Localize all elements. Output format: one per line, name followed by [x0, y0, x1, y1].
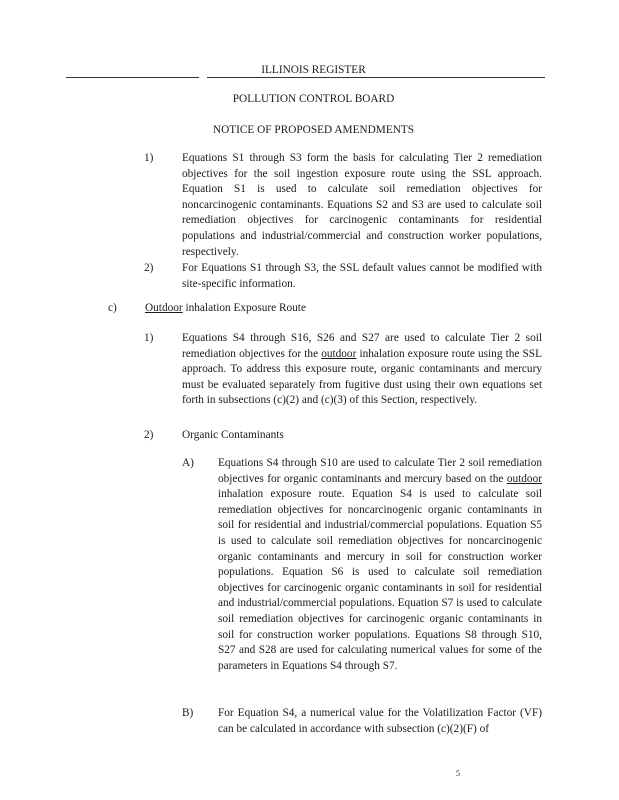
c-item-2-title: Organic Contaminants: [182, 429, 284, 441]
c-item-1-label: 1): [144, 332, 154, 344]
subsection-c-label: c): [108, 302, 117, 314]
subitem-A-label: A): [182, 457, 194, 469]
notice-title: NOTICE OF PROPOSED AMENDMENTS: [212, 124, 415, 136]
c-item-1-text-underlined: outdoor: [321, 347, 357, 360]
subitem-A-text-a: Equations S4 through S10 are used to calculate Tier 2 soil remediation objectives for organic contaminants and mercury based on the: [218, 457, 542, 485]
page-number: 5: [456, 769, 460, 778]
item-2-label: 2): [144, 262, 154, 274]
subitem-A-text-b: inhalation exposure route. Equation S4 is used to calculate soil remediation objectives for noncarcinogenic organic contaminants in soil for residential and industrial/commercial populations. Equation S5 is used to calculate soil remediation objectives for noncarcinogenic organic contaminants and mercury in soil for construction worker populations. Equation S6 is used to calculate soil remediation objectives for carcinogenic organic contaminants in soil for residential and industrial/commercial populations. Equation S7 is used to calculate soil remediation objectives for carcinogenic organic contaminants in soil for construction worker populations. Equations S8 through S10, S27 and S28 are used for calculating numerical values for some of the parameters in Equations S4 through S7.: [218, 488, 542, 672]
c-item-2-label: 2): [144, 429, 154, 441]
board-name: POLLUTION CONTROL BOARD: [232, 93, 395, 105]
item-1-label: 1): [144, 152, 154, 164]
subitem-A-text: [218, 456, 542, 674]
subsection-c-title-underlined: Outdoor: [145, 302, 183, 314]
subitem-B-label: B): [182, 707, 194, 719]
subitem-B-text: For Equation S4, a numerical value for the Volatilization Factor (VF) can be calculated in accordance with subsection (c)(2)(F) of: [218, 707, 542, 735]
register-title: ILLINOIS REGISTER: [261, 64, 366, 76]
subsection-c-title: [145, 301, 306, 317]
c-item-1-text-a: Equations S4 through S16, S26 and S27 are used to calculate Tier 2 soil remediation objectives for the: [182, 332, 542, 360]
subitem-A-text-underlined: outdoor: [506, 472, 542, 485]
subsection-c-title-rest: inhalation Exposure Route: [182, 302, 306, 314]
item-1-text: Equations S1 through S3 form the basis for calculating Tier 2 remediation objectives for the soil ingestion exposure route using the SSL approach. Equation S1 is used to calculate soil remediation objectives for noncarcinogenic contaminants. Equations S2 and S3 are used to calculate soil remediation objectives for carcinogenic contaminants for residential populations and industrial/commercial and construction worker populations, respectively.: [182, 152, 542, 258]
c-item-1-text-b: inhalation exposure route using the SSL approach. To address this exposure route, organic contaminants and mercury must be evaluated separately from fugitive dust using their own equations set forth in subsections (c)(2) and (c)(3) of this Section, respectively.: [182, 347, 542, 407]
c-item-1-text: [182, 331, 542, 409]
item-2-text: For Equations S1 through S3, the SSL default values cannot be modified with site-specific information.: [182, 262, 542, 290]
